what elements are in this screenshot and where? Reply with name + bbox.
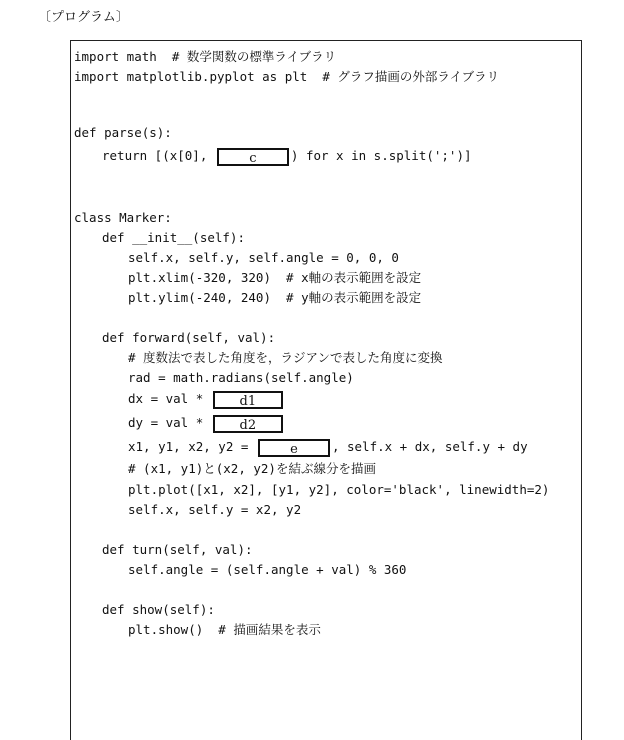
code-line-rad: rad = math.radians(self.angle) [128, 370, 354, 385]
return-prefix: return [(x[0], [102, 148, 215, 163]
code-line-update-xy: self.x, self.y = x2, y2 [128, 502, 302, 517]
code-line-def-turn: def turn(self, val): [102, 542, 253, 557]
code-line-import-math: import math # 数学関数の標準ライブラリ [74, 49, 337, 64]
program-caption: 〔プログラム〕 [38, 10, 129, 25]
return-suffix: ) for x in s.split(';')] [290, 148, 472, 163]
coords-suffix: , self.x + dx, self.y + dy [331, 439, 528, 454]
code-line-class-marker: class Marker: [74, 210, 172, 225]
blank-d2: d2 [213, 415, 283, 433]
coords-prefix: x1, y1, x2, y2 = [128, 439, 256, 454]
code-line-angle-update: self.angle = (self.angle + val) % 360 [128, 562, 407, 577]
blank-e: e [258, 439, 330, 457]
code-line-return [102, 146, 472, 166]
code-line-dy [128, 413, 285, 433]
code-line-xlim: plt.xlim(-320, 320) # x軸の表示範囲を設定 [128, 270, 422, 285]
code-line-comment-segment: # (x1, y1)と(x2, y2)を結ぶ線分を描画 [128, 461, 376, 476]
blank-c: c [217, 148, 289, 166]
code-line-def-init: def __init__(self): [102, 230, 245, 245]
code-line-ylim: plt.ylim(-240, 240) # y軸の表示範囲を設定 [128, 290, 422, 305]
code-line-dx [128, 389, 285, 409]
code-line-coords [128, 437, 528, 457]
dy-prefix: dy = val * [128, 415, 211, 430]
code-line-import-matplotlib: import matplotlib.pyplot as plt # グラフ描画の外部ライブラリ [74, 69, 500, 84]
code-line-def-parse: def parse(s): [74, 125, 172, 140]
code-line-def-forward: def forward(self, val): [102, 330, 276, 345]
code-line-init-assign: self.x, self.y, self.angle = 0, 0, 0 [128, 250, 399, 265]
code-line-def-show: def show(self): [102, 602, 215, 617]
code-line-comment-radian: # 度数法で表した角度を，ラジアンで表した角度に変換 [128, 350, 443, 365]
dx-prefix: dx = val * [128, 391, 211, 406]
code-line-plt-show: plt.show() # 描画結果を表示 [128, 622, 321, 637]
blank-d1: d1 [213, 391, 283, 409]
code-line-plot: plt.plot([x1, x2], [y1, y2], color='black', linewidth=2) [128, 482, 550, 497]
